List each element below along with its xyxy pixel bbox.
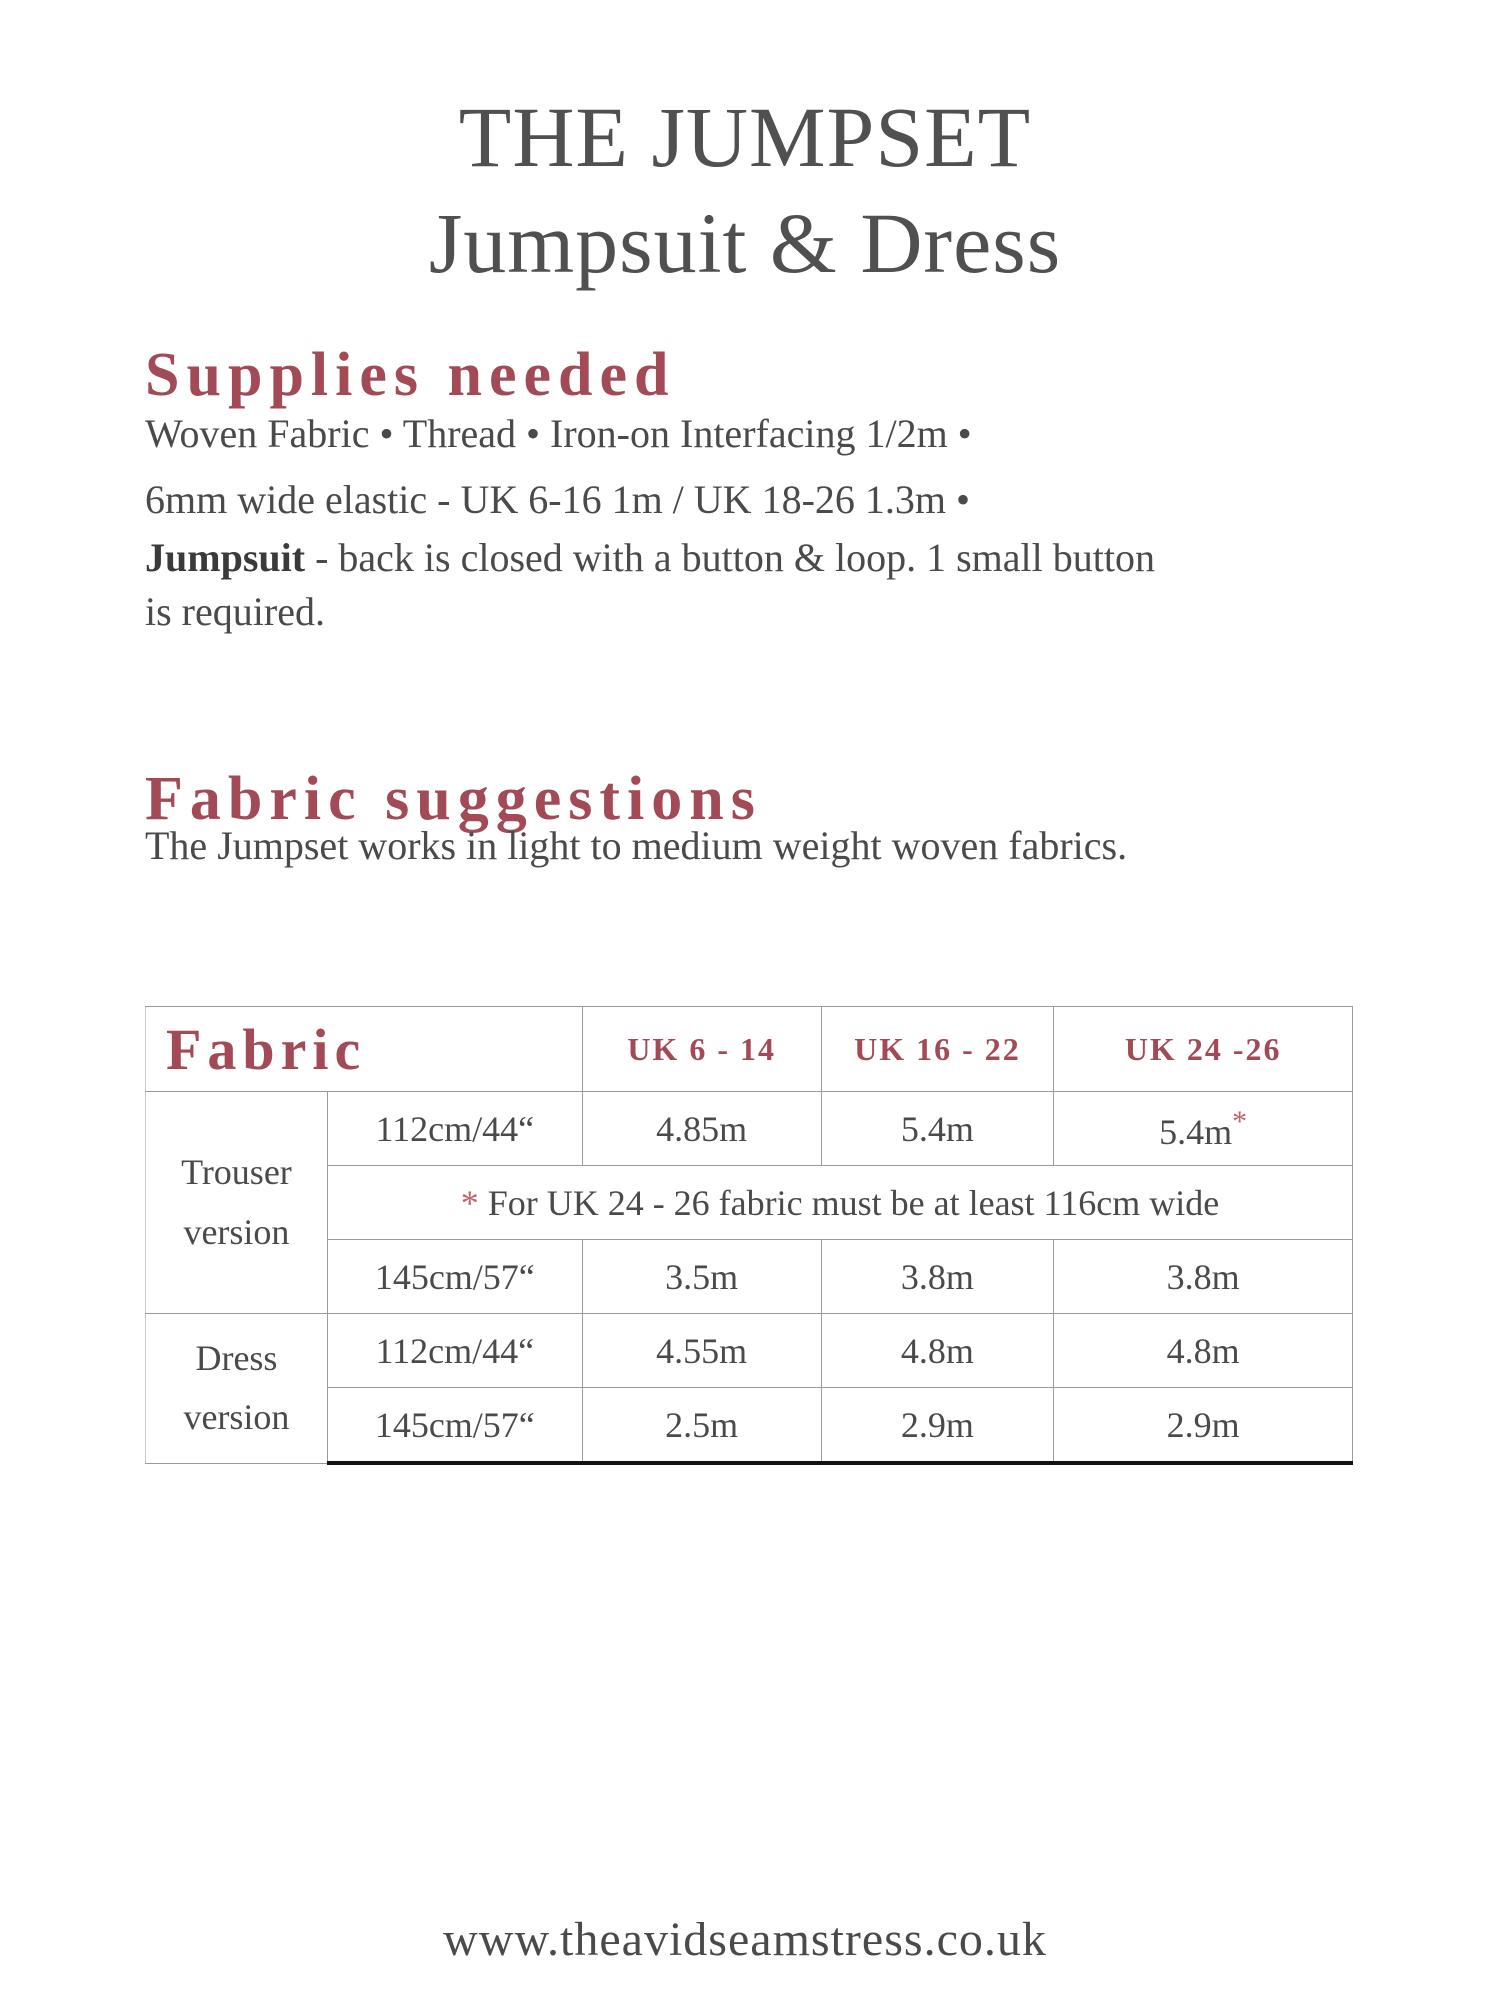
fabric-width-cell: 145cm/57“ bbox=[327, 1240, 582, 1314]
table-note-row bbox=[146, 1166, 1353, 1240]
fabric-width-cell: 145cm/57“ bbox=[327, 1388, 582, 1464]
size-header: UK 16 - 22 bbox=[821, 1007, 1054, 1092]
value-cell: 4.55m bbox=[582, 1314, 821, 1388]
table-title: Fabric bbox=[146, 1007, 583, 1092]
footnote-cell bbox=[327, 1166, 1352, 1240]
value-cell: 3.8m bbox=[821, 1240, 1054, 1314]
fabric-width-cell: 112cm/44“ bbox=[327, 1092, 582, 1166]
size-header: UK 6 - 14 bbox=[582, 1007, 821, 1092]
trouser-version-label: Trouser version bbox=[146, 1092, 328, 1314]
page-subtitle: Jumpsuit & Dress bbox=[428, 195, 1062, 291]
table-row bbox=[146, 1092, 1353, 1166]
jumpsuit-label: Jumpsuit bbox=[145, 535, 306, 580]
value-cell: 5.4m* bbox=[1054, 1092, 1353, 1166]
fabric-suggestions-text: The Jumpset works in light to medium weight woven fabrics. bbox=[145, 823, 1128, 868]
value-cell: 4.8m bbox=[821, 1314, 1054, 1388]
supplies-line: is required. bbox=[145, 589, 325, 634]
supplies-line bbox=[145, 535, 1155, 580]
value-cell: 2.5m bbox=[582, 1388, 821, 1464]
table-row bbox=[146, 1314, 1353, 1388]
value-cell: 4.8m bbox=[1054, 1314, 1353, 1388]
size-header: UK 24 -26 bbox=[1054, 1007, 1353, 1092]
supplies-line: 6mm wide elastic - UK 6-16 1m / UK 18-26 1.3m • bbox=[145, 477, 970, 522]
table-row bbox=[146, 1240, 1353, 1314]
supplies-line: Woven Fabric • Thread • Iron-on Interfacing 1/2m • bbox=[145, 411, 972, 456]
value-cell: 2.9m bbox=[821, 1388, 1054, 1464]
website-link[interactable]: www.theavidseamstress.co.uk bbox=[443, 1913, 1047, 1966]
value-cell: 5.4m bbox=[821, 1092, 1054, 1166]
jumpsuit-note: - back is closed with a button & loop. 1 small button bbox=[305, 535, 1155, 580]
footnote-star: * bbox=[460, 1182, 479, 1223]
value-cell: 3.5m bbox=[582, 1240, 821, 1314]
fabric-width-cell: 112cm/44“ bbox=[327, 1314, 582, 1388]
fabric-suggestions-heading: Fabric suggestions bbox=[145, 765, 762, 833]
dress-version-label: Dress version bbox=[146, 1314, 328, 1464]
value-cell: 4.85m bbox=[582, 1092, 821, 1166]
page-title: THE JUMPSET bbox=[458, 89, 1032, 185]
table-header-row bbox=[146, 1007, 1353, 1092]
supplies-heading: Supplies needed bbox=[145, 341, 676, 409]
footnote-marker: * bbox=[1232, 1104, 1248, 1138]
fabric-requirements-table bbox=[145, 1006, 1353, 1465]
value-cell: 3.8m bbox=[1054, 1240, 1353, 1314]
footnote-text: For UK 24 - 26 fabric must be at least 116cm wide bbox=[478, 1182, 1220, 1223]
value-cell: 2.9m bbox=[1054, 1388, 1353, 1464]
table-row bbox=[146, 1388, 1353, 1464]
